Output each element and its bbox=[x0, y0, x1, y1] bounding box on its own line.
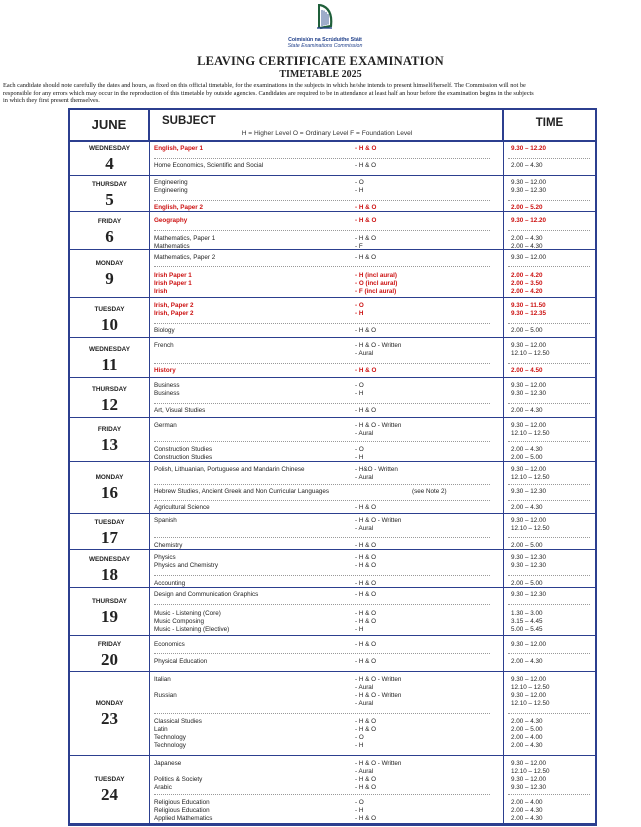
session-divider bbox=[508, 575, 590, 576]
subject-level: - H & O bbox=[355, 204, 377, 211]
subject-name: Music - Listening (Elective) bbox=[154, 626, 230, 633]
day-cell bbox=[70, 588, 150, 635]
exam-time: 9.30 – 12.00 bbox=[511, 342, 547, 349]
day-row bbox=[70, 176, 595, 212]
subject-name: Engineering bbox=[154, 187, 188, 194]
exam-time: 9.30 – 12.30 bbox=[511, 187, 547, 194]
subject-header: SUBJECT H = Higher Level O = Ordinary Level F = Foundation Level bbox=[150, 110, 504, 140]
subject-name: Irish Paper 1 bbox=[154, 272, 192, 279]
timetable bbox=[68, 108, 597, 826]
subject-cell bbox=[150, 338, 504, 377]
exam-time: 2.00 – 4.20 bbox=[511, 272, 543, 279]
day-cell bbox=[70, 298, 150, 337]
day-date: 9 bbox=[105, 269, 114, 288]
month-header: JUNE bbox=[70, 110, 150, 140]
subject-level: - H bbox=[355, 626, 364, 633]
day-date: 17 bbox=[101, 528, 118, 547]
subject-level: - O bbox=[355, 382, 364, 389]
intro-text: Each candidate should note carefully the dates and hours, as fixed on this official timetable, for the examinations in the subjects in which he/she intends to present himself/herself. The Commission will not be responsible for any errors which may occur in the reproduction of this timetable by outside agencies. Candidates are required to be in attendance at least half an hour before the examination begins in the subjects in which they first present themselves. bbox=[3, 82, 534, 105]
session-divider bbox=[508, 794, 590, 795]
session-divider bbox=[154, 794, 490, 795]
subject-name: Latin bbox=[154, 726, 168, 733]
session-divider bbox=[154, 158, 490, 159]
subject-name: English, Paper 2 bbox=[154, 204, 203, 211]
day-row bbox=[70, 672, 595, 756]
exam-time: 9.30 – 12.30 bbox=[511, 562, 547, 569]
exam-time: 12.10 – 12.50 bbox=[511, 474, 550, 481]
exam-time: 12.10 – 12.50 bbox=[511, 700, 550, 707]
exam-time: 2.00 – 4.30 bbox=[511, 815, 543, 822]
exam-time: 2.00 – 5.00 bbox=[511, 726, 543, 733]
org-name: Coimisiún na Scrúduithe Stáit State Examinations Commission bbox=[287, 37, 363, 49]
exam-time: 9.30 – 12.00 bbox=[511, 692, 547, 699]
day-cell bbox=[70, 672, 150, 755]
day-cell bbox=[70, 140, 150, 175]
session-divider bbox=[508, 604, 590, 605]
subject-name: Irish, Paper 2 bbox=[154, 302, 194, 309]
day-cell bbox=[70, 176, 150, 211]
subject-name: Physics and Chemistry bbox=[154, 562, 219, 569]
day-cell bbox=[70, 338, 150, 377]
day-name: MONDAY bbox=[95, 474, 124, 481]
subject-name: Spanish bbox=[154, 517, 177, 524]
exam-time: 9.30 – 12.30 bbox=[511, 591, 547, 598]
subject-level: - H & O bbox=[355, 815, 376, 822]
time-cell bbox=[504, 588, 595, 635]
exam-time: 2.00 – 5.00 bbox=[511, 454, 543, 461]
day-date: 20 bbox=[101, 650, 118, 669]
exam-time: 2.00 – 4.30 bbox=[511, 504, 543, 511]
time-cell bbox=[504, 140, 595, 175]
subject-level: - H & O - Written bbox=[355, 676, 402, 683]
page-header bbox=[0, 0, 641, 110]
subject-level: - O bbox=[355, 302, 364, 309]
subject-level: - Aural bbox=[355, 430, 374, 437]
session-divider bbox=[508, 200, 590, 201]
session-divider bbox=[154, 323, 490, 324]
subject-name: Home Economics, Scientific and Social bbox=[154, 162, 264, 169]
exam-time: 2.00 – 4.30 bbox=[511, 407, 543, 414]
subject-level: - H & O bbox=[355, 407, 376, 414]
table-header bbox=[70, 110, 595, 142]
subject-level: - H & O bbox=[355, 580, 376, 587]
time-cell bbox=[504, 338, 595, 377]
subject-name: Construction Studies bbox=[154, 446, 213, 453]
day-date: 12 bbox=[101, 395, 118, 414]
subject-level: - H & O bbox=[355, 162, 376, 169]
day-date: 11 bbox=[101, 355, 118, 374]
day-row bbox=[70, 756, 595, 824]
subject-level: - Aural bbox=[355, 474, 374, 481]
subject-level: - H bbox=[355, 390, 364, 397]
session-divider bbox=[154, 230, 490, 231]
subject-level: - O (incl aural) bbox=[355, 280, 398, 287]
subject-name: Engineering bbox=[154, 179, 188, 186]
subject-name: Italian bbox=[154, 676, 171, 683]
subject-cell bbox=[150, 378, 504, 417]
day-cell bbox=[70, 514, 150, 549]
time-cell bbox=[504, 212, 595, 249]
exam-time: 2.00 – 4.30 bbox=[511, 446, 543, 453]
day-date: 13 bbox=[101, 435, 118, 454]
subject-level: - H & O bbox=[355, 554, 376, 561]
exam-time: 2.00 – 4.30 bbox=[511, 243, 543, 250]
day-name: MONDAY bbox=[95, 260, 124, 267]
day-row bbox=[70, 140, 595, 176]
page-title: LEAVING CERTIFICATE EXAMINATION bbox=[197, 54, 444, 68]
subject-name: Geography bbox=[154, 217, 188, 224]
exam-time: 5.00 – 5.45 bbox=[511, 626, 543, 633]
session-divider bbox=[508, 537, 590, 538]
subject-level: - H & O bbox=[355, 784, 376, 791]
subject-level: - H&O - Written bbox=[355, 466, 398, 473]
exam-time: 2.00 – 4.00 bbox=[511, 799, 543, 806]
day-row bbox=[70, 298, 595, 338]
subject-name: Japanese bbox=[154, 760, 182, 767]
exam-time: 9.30 – 12.00 bbox=[511, 517, 547, 524]
exam-time: 9.30 – 12.30 bbox=[511, 554, 547, 561]
subject-level: - H & O bbox=[355, 718, 376, 725]
day-row bbox=[70, 212, 595, 250]
exam-time: 3.15 – 4.45 bbox=[511, 618, 543, 625]
exam-time: 12.10 – 12.50 bbox=[511, 430, 550, 437]
exam-time: 9.30 – 12.00 bbox=[511, 760, 547, 767]
day-date: 6 bbox=[105, 227, 114, 246]
exam-time: 9.30 – 12.20 bbox=[511, 217, 547, 224]
time-header: TIME bbox=[535, 117, 564, 129]
exam-time: 9.30 – 12.00 bbox=[511, 382, 547, 389]
day-name: FRIDAY bbox=[97, 641, 122, 648]
subject-name: Applied Mathematics bbox=[154, 815, 213, 822]
time-cell bbox=[504, 298, 595, 337]
subject-cell bbox=[150, 418, 504, 461]
subject-level: - H & O bbox=[355, 367, 377, 374]
subject-level: - O bbox=[355, 179, 364, 186]
subject-level: - Aural bbox=[355, 525, 374, 532]
exam-time: 2.00 – 4.30 bbox=[511, 807, 543, 814]
subject-level: - O bbox=[355, 446, 364, 453]
subject-level: - H & O bbox=[355, 726, 376, 733]
subject-cell bbox=[150, 140, 504, 175]
subject-name: Chemistry bbox=[154, 542, 183, 549]
subject-cell bbox=[150, 250, 504, 297]
day-cell bbox=[70, 250, 150, 297]
exam-time: 9.30 – 12.00 bbox=[511, 254, 547, 261]
day-row bbox=[70, 250, 595, 298]
exam-time: 2.00 – 4.30 bbox=[511, 162, 543, 169]
subject-level: - H bbox=[355, 454, 364, 461]
subject-cell bbox=[150, 514, 504, 549]
exam-time: 12.10 – 12.50 bbox=[511, 525, 550, 532]
day-name: WEDNESDAY bbox=[89, 346, 130, 353]
subject-level: - H & O bbox=[355, 327, 376, 334]
exam-time: 9.30 – 12.00 bbox=[511, 676, 547, 683]
subject-name: Mathematics bbox=[154, 243, 190, 250]
subject-level: - H bbox=[355, 187, 364, 194]
day-date: 24 bbox=[101, 785, 118, 804]
subject-level: - H & O bbox=[355, 562, 376, 569]
day-name: FRIDAY bbox=[97, 218, 122, 225]
exam-time: 9.30 – 12.00 bbox=[511, 179, 547, 186]
subject-name: Arabic bbox=[154, 784, 172, 791]
session-divider bbox=[154, 575, 490, 576]
day-row bbox=[70, 338, 595, 378]
day-date: 16 bbox=[101, 483, 118, 502]
subject-name: Technology bbox=[154, 734, 186, 741]
session-divider bbox=[154, 604, 490, 605]
level-legend: H = Higher Level O = Ordinary Level F = Foundation Level bbox=[241, 130, 413, 137]
subject-cell bbox=[150, 636, 504, 671]
exam-time: 2.00 – 4.50 bbox=[511, 367, 543, 374]
subject-level: - Aural bbox=[355, 768, 374, 775]
subject-name: German bbox=[154, 422, 177, 429]
subject-level: - H & O bbox=[355, 618, 376, 625]
exam-time: 2.00 – 5.00 bbox=[511, 327, 543, 334]
time-cell bbox=[504, 250, 595, 297]
day-date: 10 bbox=[101, 315, 118, 334]
day-date: 4 bbox=[105, 154, 114, 173]
exam-time: 1.30 – 3.00 bbox=[511, 610, 543, 617]
subject-cell bbox=[150, 550, 504, 587]
subject-name: Art, Visual Studies bbox=[154, 407, 206, 414]
day-cell bbox=[70, 550, 150, 587]
day-date: 5 bbox=[105, 190, 114, 209]
session-divider bbox=[154, 363, 490, 364]
session-divider bbox=[508, 713, 590, 714]
time-cell bbox=[504, 378, 595, 417]
subject-level: - Aural bbox=[355, 700, 374, 707]
subject-level: - H & O bbox=[355, 217, 377, 224]
exam-time: 9.30 – 12.30 bbox=[511, 784, 547, 791]
exam-time: 9.30 – 12.30 bbox=[511, 390, 547, 397]
subject-level: - H & O - Written bbox=[355, 342, 402, 349]
subject-level: - O bbox=[355, 799, 364, 806]
subject-name: Russian bbox=[154, 692, 177, 699]
time-cell bbox=[504, 756, 595, 823]
subject-name: Business bbox=[154, 382, 180, 389]
subject-level: - H & O bbox=[355, 235, 376, 242]
day-name: TUESDAY bbox=[94, 776, 125, 783]
session-divider bbox=[508, 230, 590, 231]
exam-time: 9.30 – 12.00 bbox=[511, 422, 547, 429]
subject-name: Mathematics, Paper 2 bbox=[154, 254, 216, 261]
subject-level: - H & O bbox=[355, 504, 376, 511]
exam-time: 12.10 – 12.50 bbox=[511, 350, 550, 357]
day-name: WEDNESDAY bbox=[89, 145, 130, 152]
day-row bbox=[70, 636, 595, 672]
day-cell bbox=[70, 212, 150, 249]
day-cell bbox=[70, 418, 150, 461]
subject-level: - H & O bbox=[355, 641, 376, 648]
subject-name: History bbox=[154, 367, 176, 374]
subject-name: Technology bbox=[154, 742, 186, 749]
exam-time: 2.00 – 5.00 bbox=[511, 580, 543, 587]
day-row bbox=[70, 378, 595, 418]
subject-cell bbox=[150, 588, 504, 635]
subject-name: Physical Education bbox=[154, 658, 208, 665]
session-divider bbox=[154, 500, 490, 501]
subject-name: Design and Communication Graphics bbox=[154, 591, 259, 598]
session-divider bbox=[154, 266, 490, 267]
subject-level: - H & O bbox=[355, 776, 376, 783]
subject-name: Accounting bbox=[154, 580, 186, 587]
session-divider bbox=[154, 441, 490, 442]
session-divider bbox=[154, 200, 490, 201]
day-cell bbox=[70, 378, 150, 417]
page-subtitle: TIMETABLE 2025 bbox=[279, 69, 362, 80]
exam-time: 2.00 – 4.20 bbox=[511, 288, 543, 295]
session-divider bbox=[508, 363, 590, 364]
subject-level: - Aural bbox=[355, 350, 374, 357]
subject-level: - H & O - Written bbox=[355, 517, 402, 524]
subject-level: - H & O bbox=[355, 542, 376, 549]
day-name: FRIDAY bbox=[97, 426, 122, 433]
day-date: 23 bbox=[101, 709, 118, 728]
exam-time: 9.30 – 12.20 bbox=[511, 145, 547, 152]
session-divider bbox=[154, 484, 490, 485]
exam-time: 9.30 – 12.00 bbox=[511, 641, 547, 648]
day-name: THURSDAY bbox=[92, 181, 127, 188]
subject-level: - H & O bbox=[355, 591, 376, 598]
session-divider bbox=[154, 537, 490, 538]
subject-level: - H & O bbox=[355, 145, 377, 152]
day-name: MONDAY bbox=[95, 700, 124, 707]
subject-name: Religious Education bbox=[154, 807, 210, 814]
subject-level: - H & O - Written bbox=[355, 692, 402, 699]
time-cell bbox=[504, 550, 595, 587]
exam-time: 12.10 – 12.50 bbox=[511, 684, 550, 691]
subject-name: Construction Studies bbox=[154, 454, 213, 461]
time-cell bbox=[504, 636, 595, 671]
subject-name: Physics bbox=[154, 554, 176, 561]
subject-cell bbox=[150, 672, 504, 755]
exam-time: 2.00 – 4.30 bbox=[511, 718, 543, 725]
subject-level: - H bbox=[355, 310, 364, 317]
day-name: TUESDAY bbox=[94, 306, 125, 313]
day-date: 19 bbox=[101, 607, 118, 626]
session-divider bbox=[508, 441, 590, 442]
time-cell bbox=[504, 176, 595, 211]
subject-level: - Aural bbox=[355, 684, 374, 691]
subject-name: French bbox=[154, 342, 174, 349]
day-cell bbox=[70, 636, 150, 671]
subject-level: - H & O - Written bbox=[355, 760, 402, 767]
session-divider bbox=[154, 403, 490, 404]
subject-level: - F (incl aural) bbox=[355, 288, 397, 295]
day-name: TUESDAY bbox=[94, 519, 125, 526]
subject-name: Irish bbox=[154, 288, 168, 295]
subject-name: Music - Listening (Core) bbox=[154, 610, 221, 617]
day-row bbox=[70, 514, 595, 550]
subject-name: Agricultural Science bbox=[154, 504, 210, 511]
day-row bbox=[70, 462, 595, 514]
subject-name: Biology bbox=[154, 327, 175, 334]
subject-cell bbox=[150, 462, 504, 513]
session-divider bbox=[508, 403, 590, 404]
time-cell bbox=[504, 418, 595, 461]
day-name: THURSDAY bbox=[92, 598, 127, 605]
day-name: WEDNESDAY bbox=[89, 556, 130, 563]
session-divider bbox=[154, 653, 490, 654]
exam-time: 2.00 – 4.30 bbox=[511, 742, 543, 749]
subject-cell bbox=[150, 212, 504, 249]
subject-level: - H & O bbox=[355, 610, 376, 617]
subject-level: - H (incl aural) bbox=[355, 272, 397, 279]
subject-name: English, Paper 1 bbox=[154, 145, 203, 152]
exam-time: 9.30 – 12.00 bbox=[511, 466, 547, 473]
exam-time: 2.00 – 4.30 bbox=[511, 235, 543, 242]
exam-time: 9.30 – 12.35 bbox=[511, 310, 547, 317]
subject-name: Polish, Lithuanian, Portuguese and Mandarin Chinese bbox=[154, 466, 305, 473]
subject-level: - H & O bbox=[355, 658, 376, 665]
subject-name: Irish Paper 1 bbox=[154, 280, 192, 287]
day-name: THURSDAY bbox=[92, 386, 127, 393]
subject-cell bbox=[150, 756, 504, 823]
subject-name: Mathematics, Paper 1 bbox=[154, 235, 216, 242]
time-cell bbox=[504, 462, 595, 513]
subject-level: - H & O - Written bbox=[355, 422, 402, 429]
time-cell bbox=[504, 672, 595, 755]
session-divider bbox=[508, 500, 590, 501]
subject-name: Business bbox=[154, 390, 180, 397]
subject-cell bbox=[150, 298, 504, 337]
subject-note: (see Note 2) bbox=[412, 488, 447, 495]
day-date: 18 bbox=[101, 565, 118, 584]
day-cell bbox=[70, 462, 150, 513]
day-row bbox=[70, 550, 595, 588]
session-divider bbox=[508, 484, 590, 485]
day-row bbox=[70, 588, 595, 636]
subject-level: - H bbox=[355, 807, 364, 814]
subject-name: Politics & Society bbox=[154, 776, 203, 783]
day-row bbox=[70, 418, 595, 462]
session-divider bbox=[154, 713, 490, 714]
session-divider bbox=[508, 323, 590, 324]
exam-time: 9.30 – 11.50 bbox=[511, 302, 546, 309]
subject-name: Classical Studies bbox=[154, 718, 202, 725]
session-divider bbox=[508, 158, 590, 159]
exam-time: 2.00 – 3.50 bbox=[511, 280, 543, 287]
subject-name: Economics bbox=[154, 641, 185, 648]
exam-time: 9.30 – 12.00 bbox=[511, 776, 547, 783]
subject-level: - H & O bbox=[355, 254, 376, 261]
subject-name: Religious Education bbox=[154, 799, 210, 806]
subject-cell bbox=[150, 176, 504, 211]
subject-level: - H bbox=[355, 742, 364, 749]
subject-name: Irish, Paper 2 bbox=[154, 310, 194, 317]
session-divider bbox=[508, 653, 590, 654]
subject-name: Music Composing bbox=[154, 618, 205, 625]
time-cell bbox=[504, 514, 595, 549]
exam-time: 2.00 – 5.00 bbox=[511, 542, 543, 549]
subject-level: - F bbox=[355, 243, 363, 250]
harp-icon bbox=[313, 2, 337, 32]
exam-time: 2.00 – 5.20 bbox=[511, 204, 543, 211]
exam-time: 2.00 – 4.00 bbox=[511, 734, 543, 741]
exam-time: 9.30 – 12.30 bbox=[511, 488, 547, 495]
subject-name: Hebrew Studies, Ancient Greek and Non Curricular Languages bbox=[154, 488, 330, 495]
exam-time: 2.00 – 4.30 bbox=[511, 658, 543, 665]
session-divider bbox=[508, 266, 590, 267]
day-cell bbox=[70, 756, 150, 823]
exam-time: 12.10 – 12.50 bbox=[511, 768, 550, 775]
subject-level: - O bbox=[355, 734, 364, 741]
